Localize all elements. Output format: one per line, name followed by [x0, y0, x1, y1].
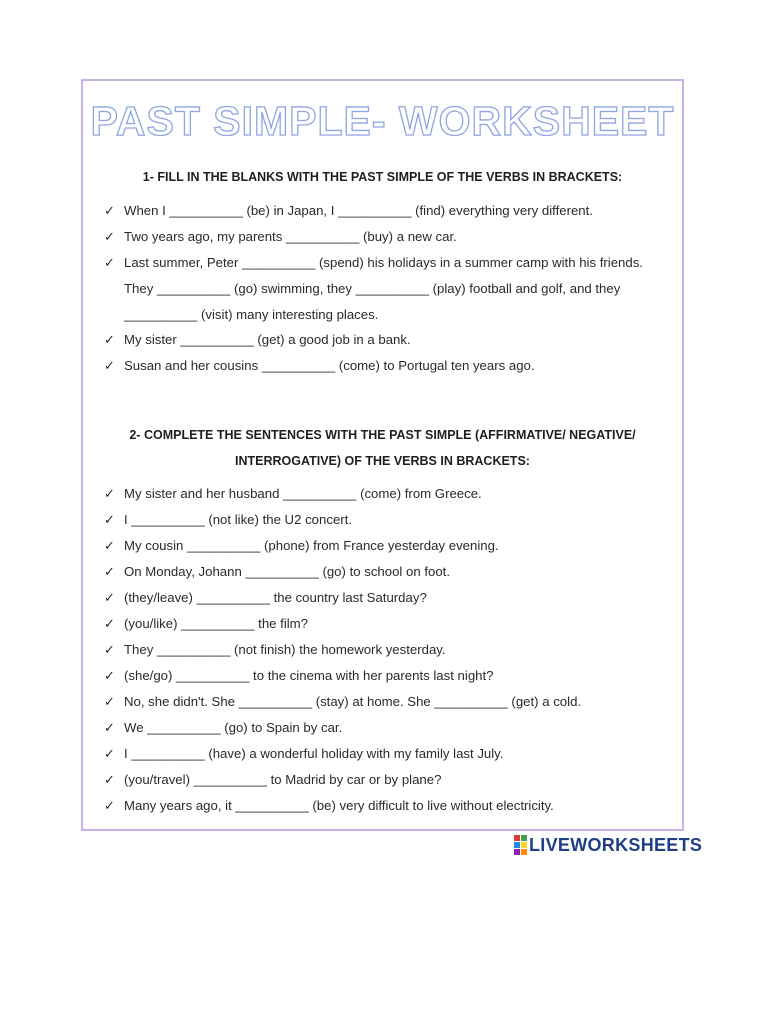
check-icon: ✓ [104, 229, 115, 244]
check-icon: ✓ [104, 486, 115, 501]
check-icon: ✓ [104, 590, 115, 605]
check-icon: ✓ [104, 512, 115, 527]
check-icon: ✓ [104, 564, 115, 579]
logo-text: LIVEWORKSHEETS [529, 834, 703, 855]
check-icon: ✓ [104, 255, 115, 270]
exercise-line: Many years ago, it __________ (be) very difficult to live without electricity. [124, 798, 554, 813]
check-icon: ✓ [104, 358, 115, 373]
exercise-line: I __________ (have) a wonderful holiday with my family last July. [124, 746, 504, 761]
logo-square [514, 835, 520, 841]
exercise-line: On Monday, Johann __________ (go) to school on foot. [124, 564, 451, 579]
exercise-line: (they/leave) __________ the country last Saturday? [124, 590, 427, 605]
logo-square [521, 835, 527, 841]
check-icon: ✓ [104, 720, 115, 735]
exercise-line: I __________ (not like) the U2 concert. [124, 512, 352, 527]
check-icon: ✓ [104, 332, 115, 347]
exercise-line: No, she didn't. She __________ (stay) at home. She __________ (get) a cold. [124, 694, 582, 709]
section2-heading-line1: 2- COMPLETE THE SENTENCES WITH THE PAST SIMPLE (AFFIRMATIVE/ NEGATIVE/ [129, 428, 636, 442]
check-icon: ✓ [104, 798, 115, 813]
exercise-line: Two years ago, my parents __________ (buy) a new car. [124, 229, 457, 244]
exercise-line: When I __________ (be) in Japan, I __________ (find) everything very different. [124, 203, 593, 218]
exercise-line: (you/like) __________ the film? [124, 616, 309, 631]
exercise-line: My sister and her husband __________ (come) from Greece. [124, 486, 482, 501]
check-icon: ✓ [104, 616, 115, 631]
logo-square [521, 842, 527, 848]
exercise-line: My cousin __________ (phone) from France yesterday evening. [124, 538, 499, 553]
logo-square [521, 849, 527, 855]
exercise-line: They __________ (not finish) the homework yesterday. [124, 642, 446, 657]
logo-square [514, 842, 520, 848]
exercise-line: Susan and her cousins __________ (come) to Portugal ten years ago. [124, 358, 535, 373]
check-icon: ✓ [104, 694, 115, 709]
check-icon: ✓ [104, 203, 115, 218]
exercise-line: My sister __________ (get) a good job in a bank. [124, 332, 411, 347]
section1-heading: 1- FILL IN THE BLANKS WITH THE PAST SIMPLE OF THE VERBS IN BRACKETS: [142, 170, 623, 184]
exercise-line: (she/go) __________ to the cinema with her parents last night? [124, 668, 494, 683]
exercise-line: We __________ (go) to Spain by car. [124, 720, 343, 735]
section2-heading-line2: INTERROGATIVE) OF THE VERBS IN BRACKETS: [235, 454, 530, 468]
logo-square [514, 849, 520, 855]
exercise-line-continued: They __________ (go) swimming, they __________ (play) football and golf, and they [124, 281, 621, 296]
check-icon: ✓ [104, 668, 115, 683]
check-icon: ✓ [104, 642, 115, 657]
exercise-line-continued: __________ (visit) many interesting places. [124, 307, 379, 322]
exercise-line: Last summer, Peter __________ (spend) his holidays in a summer camp with his friends. [124, 255, 643, 270]
check-icon: ✓ [104, 772, 115, 787]
worksheet-title: PAST SIMPLE- WORKSHEET [90, 98, 675, 144]
exercise-line: (you/travel) __________ to Madrid by car or by plane? [124, 772, 442, 787]
logo-icon [514, 835, 527, 855]
liveworksheets-logo[interactable] [514, 833, 702, 857]
check-icon: ✓ [104, 538, 115, 553]
check-icon: ✓ [104, 746, 115, 761]
